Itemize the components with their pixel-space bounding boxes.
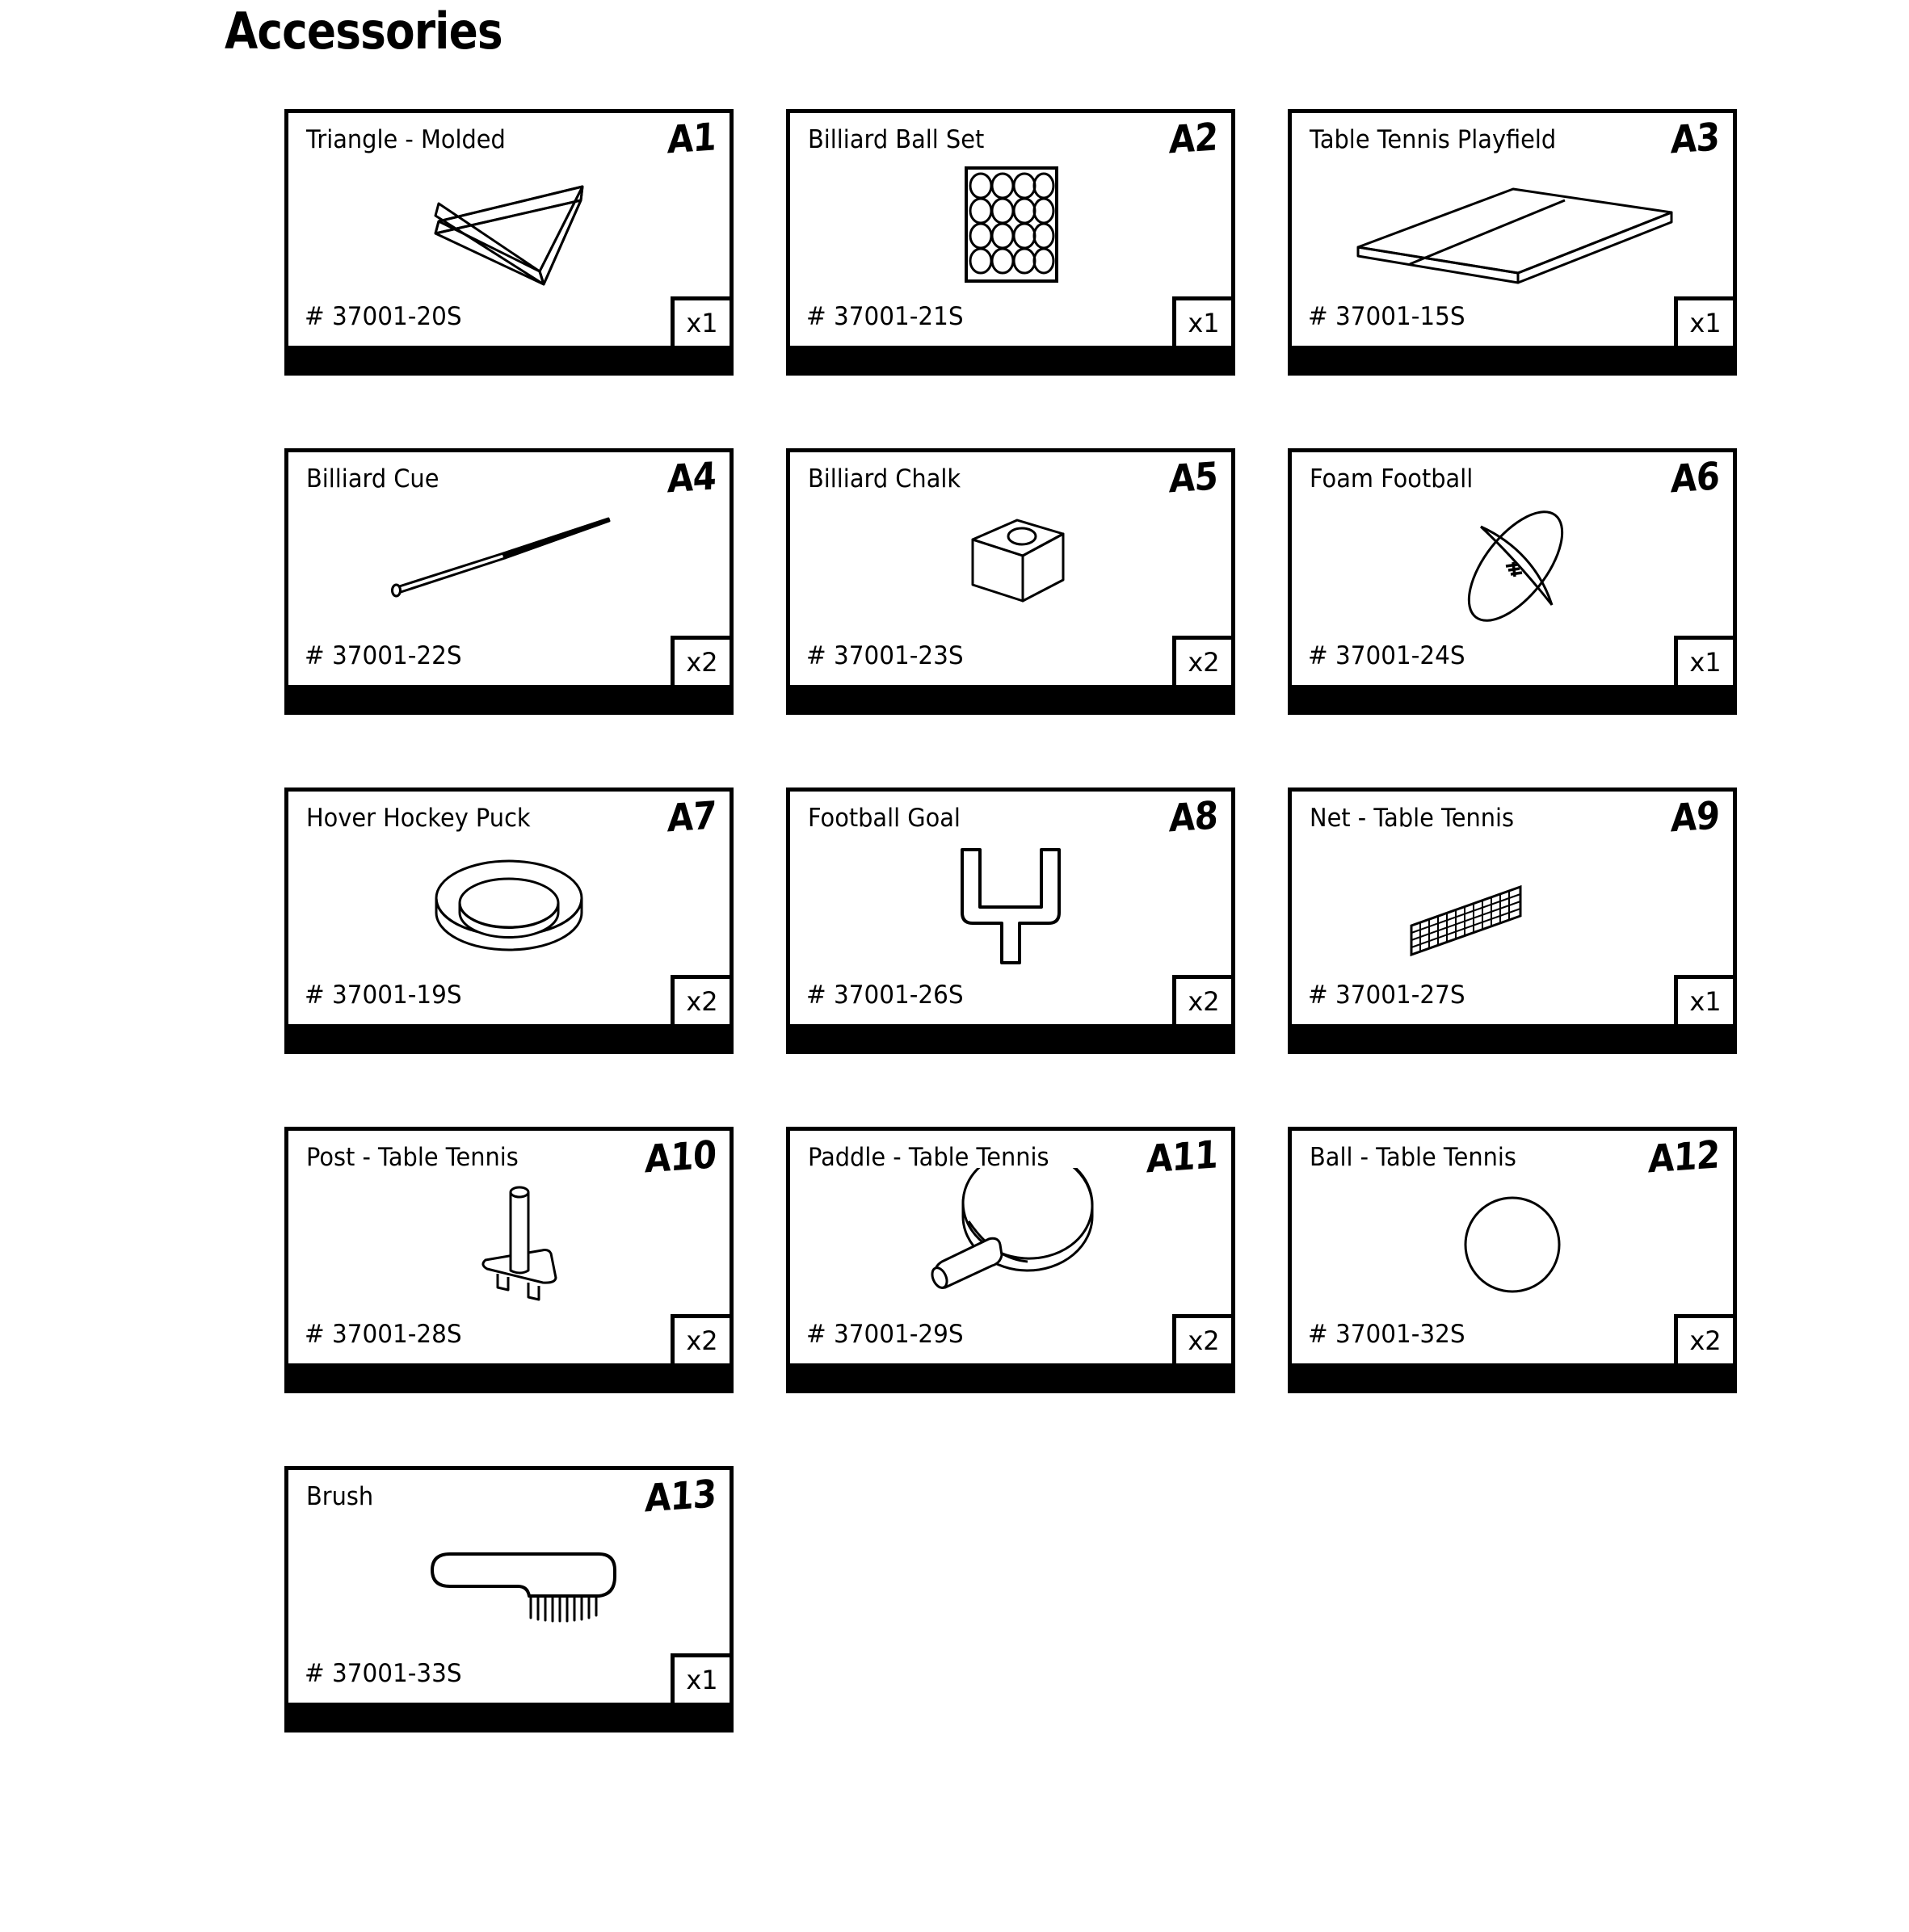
part-card[interactable] bbox=[786, 109, 1235, 350]
part-number: # 37001-23S bbox=[806, 641, 964, 670]
part-card[interactable] bbox=[1288, 788, 1737, 1028]
quantity-box bbox=[671, 975, 734, 1028]
part-card[interactable] bbox=[284, 788, 734, 1028]
part-title: Football Goal bbox=[808, 804, 961, 833]
part-index-label: A10 bbox=[644, 1132, 717, 1182]
quantity-value: x1 bbox=[686, 1665, 718, 1695]
part-title: Hover Hockey Puck bbox=[306, 804, 531, 833]
part-title: Post - Table Tennis bbox=[306, 1143, 519, 1172]
part-card-slot[interactable] bbox=[1288, 788, 1737, 1054]
part-title: Brush bbox=[306, 1482, 374, 1511]
quantity-value: x1 bbox=[1689, 647, 1722, 678]
part-card[interactable] bbox=[284, 1127, 734, 1367]
card-black-bar bbox=[786, 1028, 1235, 1054]
part-card-slot[interactable] bbox=[284, 1127, 734, 1393]
quantity-box bbox=[671, 296, 734, 350]
part-title: Net - Table Tennis bbox=[1310, 804, 1515, 833]
part-card[interactable] bbox=[1288, 1127, 1737, 1367]
part-card[interactable] bbox=[1288, 109, 1737, 350]
card-black-bar bbox=[284, 1028, 734, 1054]
card-row bbox=[284, 109, 1739, 376]
part-index-label: A6 bbox=[1670, 453, 1721, 502]
quantity-box bbox=[1674, 636, 1737, 689]
part-title: Paddle - Table Tennis bbox=[808, 1143, 1049, 1172]
part-number: # 37001-33S bbox=[305, 1659, 462, 1688]
card-black-bar bbox=[1288, 1367, 1737, 1393]
part-index-label: A2 bbox=[1168, 114, 1219, 162]
card-black-bar bbox=[786, 350, 1235, 376]
part-index-label: A13 bbox=[644, 1471, 717, 1521]
part-title: Triangle - Molded bbox=[306, 125, 506, 154]
part-index-label: A3 bbox=[1670, 114, 1721, 162]
part-card-slot[interactable] bbox=[1288, 1127, 1737, 1393]
empty-slot bbox=[786, 1466, 1235, 1732]
part-title: Foam Football bbox=[1310, 464, 1474, 494]
part-number: # 37001-19S bbox=[305, 981, 462, 1010]
part-card-slot[interactable] bbox=[786, 109, 1235, 376]
card-black-bar bbox=[1288, 1028, 1737, 1054]
part-card[interactable] bbox=[284, 109, 734, 350]
card-row bbox=[284, 1466, 1739, 1732]
quantity-value: x2 bbox=[1188, 1325, 1220, 1356]
quantity-value: x1 bbox=[1689, 986, 1722, 1017]
part-card-slot[interactable] bbox=[284, 448, 734, 715]
brush-icon bbox=[288, 1507, 730, 1661]
quantity-box bbox=[1172, 1314, 1235, 1367]
card-row bbox=[284, 1127, 1739, 1393]
net-mesh-icon bbox=[1292, 829, 1733, 982]
part-number: # 37001-27S bbox=[1308, 981, 1465, 1010]
part-card-slot[interactable] bbox=[284, 788, 734, 1054]
molded-triangle-rack-icon bbox=[288, 150, 730, 304]
part-number: # 37001-15S bbox=[1308, 302, 1465, 331]
part-title: Table Tennis Playfield bbox=[1310, 125, 1557, 154]
quantity-box bbox=[1172, 975, 1235, 1028]
billiard-ball-grid-icon bbox=[790, 150, 1231, 304]
quantity-box bbox=[1674, 1314, 1737, 1367]
part-index-label: A9 bbox=[1670, 792, 1721, 841]
part-card[interactable] bbox=[786, 1127, 1235, 1367]
part-number: # 37001-29S bbox=[806, 1320, 964, 1349]
part-card-slot[interactable] bbox=[284, 1466, 734, 1732]
part-card[interactable] bbox=[1288, 448, 1737, 689]
part-number: # 37001-21S bbox=[806, 302, 964, 331]
part-index-label: A4 bbox=[666, 453, 717, 502]
part-number: # 37001-26S bbox=[806, 981, 964, 1010]
card-black-bar bbox=[786, 689, 1235, 715]
card-black-bar bbox=[284, 1707, 734, 1732]
page-title: Accessories bbox=[225, 2, 502, 61]
chalk-cube-icon bbox=[790, 489, 1231, 643]
part-index-label: A1 bbox=[666, 114, 717, 162]
part-index-label: A8 bbox=[1168, 792, 1219, 841]
quantity-box bbox=[671, 1653, 734, 1707]
quantity-box bbox=[1674, 296, 1737, 350]
part-card-slot[interactable] bbox=[1288, 448, 1737, 715]
part-title: Billiard Ball Set bbox=[808, 125, 985, 154]
net-post-icon bbox=[288, 1168, 730, 1321]
part-number: # 37001-24S bbox=[1308, 641, 1465, 670]
cue-stick-icon bbox=[288, 489, 730, 643]
part-number: # 37001-28S bbox=[305, 1320, 462, 1349]
part-card-slot[interactable] bbox=[284, 109, 734, 376]
part-index-label: A5 bbox=[1168, 453, 1219, 502]
part-title: Ball - Table Tennis bbox=[1310, 1143, 1516, 1172]
part-card[interactable] bbox=[786, 448, 1235, 689]
ping-pong-ball-icon bbox=[1292, 1168, 1733, 1321]
quantity-box bbox=[671, 636, 734, 689]
quantity-value: x2 bbox=[686, 647, 718, 678]
card-row bbox=[284, 448, 1739, 715]
quantity-value: x1 bbox=[1188, 308, 1220, 338]
part-title: Billiard Chalk bbox=[808, 464, 961, 494]
part-card-slot[interactable] bbox=[1288, 109, 1737, 376]
part-title: Billiard Cue bbox=[306, 464, 439, 494]
card-black-bar bbox=[284, 689, 734, 715]
quantity-box bbox=[1172, 296, 1235, 350]
part-card-slot[interactable] bbox=[786, 788, 1235, 1054]
quantity-value: x2 bbox=[1689, 1325, 1722, 1356]
card-black-bar bbox=[786, 1367, 1235, 1393]
quantity-value: x2 bbox=[686, 1325, 718, 1356]
card-row bbox=[284, 788, 1739, 1054]
card-black-bar bbox=[284, 1367, 734, 1393]
part-number: # 37001-32S bbox=[1308, 1320, 1465, 1349]
quantity-box bbox=[1674, 975, 1737, 1028]
quantity-value: x2 bbox=[1188, 647, 1220, 678]
quantity-value: x1 bbox=[1689, 308, 1722, 338]
quantity-box bbox=[671, 1314, 734, 1367]
part-card-slot[interactable] bbox=[786, 448, 1235, 715]
empty-slot bbox=[1288, 1466, 1737, 1732]
part-index-label: A7 bbox=[666, 792, 717, 841]
playfield-slab-icon bbox=[1292, 150, 1733, 304]
part-number: # 37001-22S bbox=[305, 641, 462, 670]
quantity-value: x2 bbox=[686, 986, 718, 1017]
part-number: # 37001-20S bbox=[305, 302, 462, 331]
quantity-value: x1 bbox=[686, 308, 718, 338]
quantity-value: x2 bbox=[1188, 986, 1220, 1017]
part-index-label: A11 bbox=[1146, 1132, 1219, 1182]
parts-card-grid bbox=[284, 109, 1739, 1805]
goal-post-icon bbox=[790, 829, 1231, 982]
part-card[interactable] bbox=[786, 788, 1235, 1028]
paddle-icon bbox=[790, 1168, 1231, 1321]
quantity-box bbox=[1172, 636, 1235, 689]
card-black-bar bbox=[1288, 350, 1737, 376]
part-card[interactable] bbox=[284, 1466, 734, 1707]
hover-puck-ring-icon bbox=[288, 829, 730, 982]
foam-football-icon bbox=[1292, 489, 1733, 643]
card-black-bar bbox=[1288, 689, 1737, 715]
part-index-label: A12 bbox=[1647, 1132, 1721, 1182]
part-card-slot[interactable] bbox=[786, 1127, 1235, 1393]
card-black-bar bbox=[284, 350, 734, 376]
part-card[interactable] bbox=[284, 448, 734, 689]
